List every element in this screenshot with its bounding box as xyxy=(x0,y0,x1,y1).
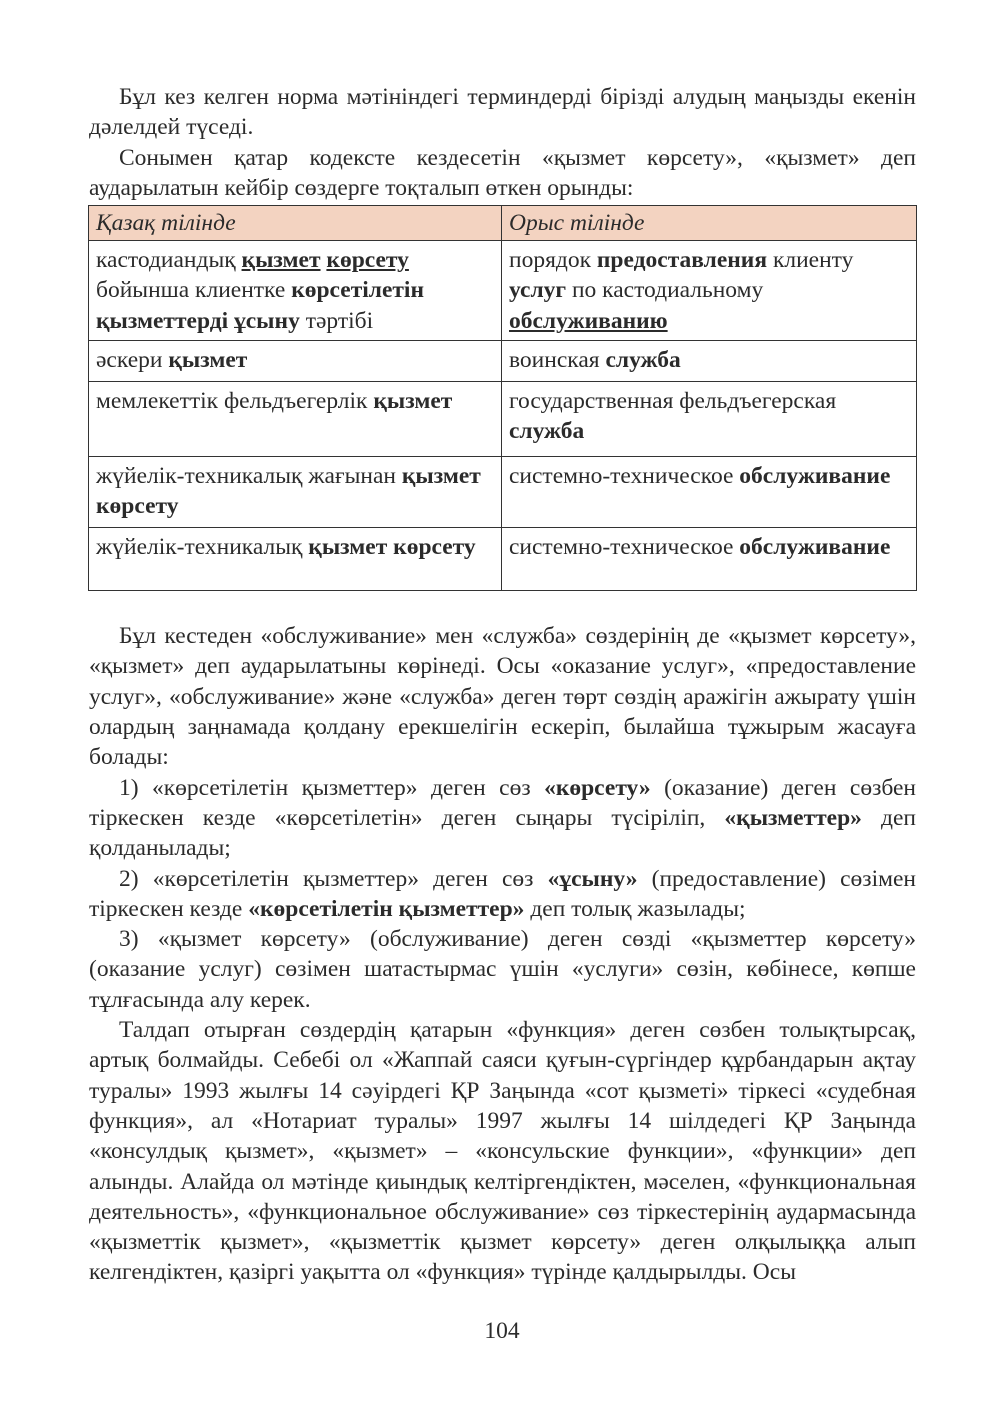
paragraph-2: Сонымен қатар кодексте кездесетін «қызмет көрсету», «қызмет» деп аударылатын кейбір сөздерге тоқталып өткен орынды: xyxy=(89,144,916,201)
table-row xyxy=(89,241,917,341)
table-row xyxy=(89,341,917,382)
cell-kazakh: әскери қызмет xyxy=(89,341,502,382)
table-header-row xyxy=(89,206,917,241)
page-number: 104 xyxy=(484,1318,520,1344)
cell-russian: воинская служба xyxy=(502,341,917,382)
header-russian: Орыс тілінде xyxy=(502,206,917,241)
terms-table xyxy=(88,205,917,591)
cell-kazakh: мемлекеттік фельдъегерлік қызмет xyxy=(89,382,502,457)
list-item-1: 1) «көрсетілетін қызметтер» деген сөз «көрсету» (оказание) деген сөзбен тіркескен кезде «көрсетілетін» деген сыңары түсіріліп, «қызметтер» деп қолданылады; xyxy=(89,774,916,862)
paragraph-4: Талдап отырған сөздердің қатарын «функция» деген сөзбен толықтырсақ, артық болмайды. Себебі ол «Жаппай саяси қуғын-сүргіндер құрбандарын ақтау туралы» 1993 жылғы 14 сәуірдегі ҚР Заңында «сот қызметі» тіркесі «судебная функция», ал «Нотариат туралы» 1997 жылғы 14 шілдедегі ҚР Заңында «консулдық қызмет», «қызмет» – «консульские функции», «функции» деп алынды. Алайда ол мәтінде қиындық келтіргендіктен, мәселен, «функциональная деятельность», «функциональное обслуживание» сөз тіркестерінің аудармасында «қызметтік қызмет», «қызметтік қызмет көрсету» деген олқылыққа алып келгендіктен, қазіргі уақытта ол «функция» түрінде қалдырылды. Осы xyxy=(89,1017,916,1286)
list-item-3: 3) «қызмет көрсету» (обслуживание) деген сөзді «қызметтер көрсету» (оказание услуг) сөзімен шатастырмас үшін «услуги» сөзін, көбінесе, көпше тұлғасында алу керек. xyxy=(89,926,916,1013)
table-row xyxy=(89,457,917,528)
cell-kazakh: жүйелік-техникалық қызмет көрсету xyxy=(89,528,502,591)
cell-kazakh: жүйелік-техникалық жағынан қызмет көрсету xyxy=(89,457,502,528)
cell-kazakh: кастодиандық қызмет көрсету бойынша клиентке көрсетілетін қызметтерді ұсыну тәртібі xyxy=(89,241,502,341)
table-row xyxy=(89,528,917,591)
list-item-2: 2) «көрсетілетін қызметтер» деген сөз «ұсыну» (предоставление) сөзімен тіркескен кезде «көрсетілетін қызметтер» деп толық жазылады; xyxy=(89,865,916,922)
header-kazakh: Қазақ тілінде xyxy=(89,206,502,241)
page-body xyxy=(89,82,916,1288)
cell-russian: порядок предоставления клиенту услуг по кастодиальному обслуживанию xyxy=(502,241,917,341)
paragraph-3: Бұл кестеден «обслуживание» мен «служба» сөздерінің де «қызмет көрсету», «қызмет» деп аударылатыны көрінеді. Осы «оказание услуг», «предоставление услуг», «обслуживание» және «служба» деген төрт сөздің аражігін ажырату үшін олардың заңнамада қолдану ерекшелігін ескеріп, былайша тұжырым жасауға болады: xyxy=(89,623,916,771)
paragraph-1: Бұл кез келген норма мәтініндегі терминдерді бірізді алудың маңызды екенін дәлелдей түседі. xyxy=(89,84,916,141)
cell-russian: системно-техническое обслуживание xyxy=(502,528,917,591)
cell-russian: системно-техническое обслуживание xyxy=(502,457,917,528)
cell-russian: государственная фельдъегерская служба xyxy=(502,382,917,457)
table-row xyxy=(89,382,917,457)
